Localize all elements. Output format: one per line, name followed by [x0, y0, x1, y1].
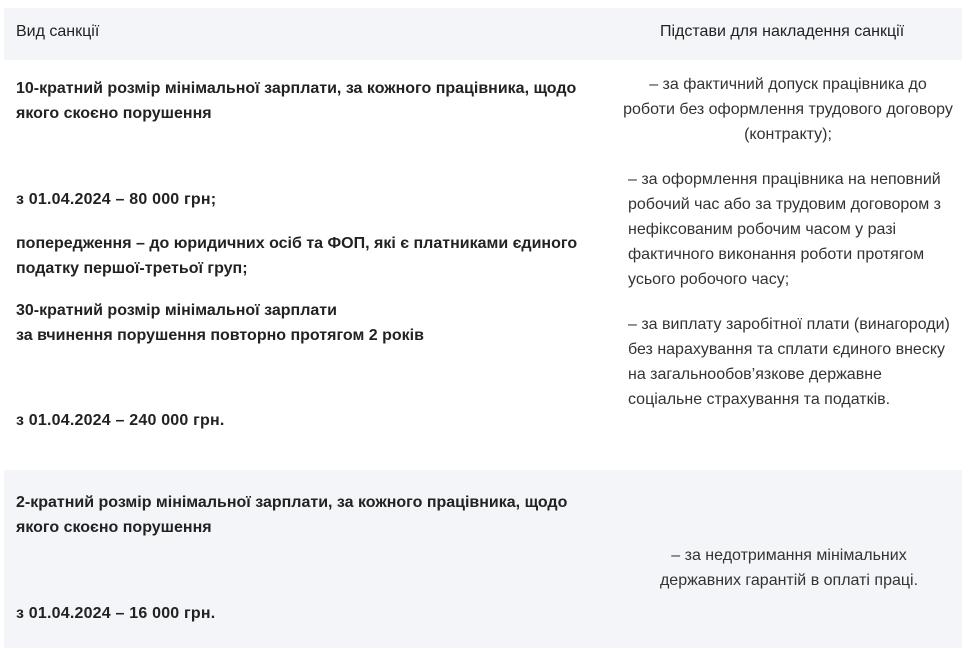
header-grounds: Підстави для накладення санкції: [660, 23, 905, 40]
sanction-text: попередження – до юридичних осіб та ФОП, які є платниками єдиного податку першої-третьої груп;: [16, 235, 578, 277]
sanction-amount: з 01.04.2024 – 16 000 грн.: [16, 605, 216, 622]
ground-text: – за оформлення працівника на неповний робочий час або за трудовим договором з нефіксованим робочим часом у разі фактичного виконання роботи протягом усього робочого часу;: [628, 171, 941, 288]
sanction-text: 10-кратний розмір мінімальної зарплати, за кожного працівника, щодо якого скоєно порушення: [16, 80, 577, 122]
ground-text: – за виплату заробітної плати (винагороди) без нарахування та сплати єдиного внеску на загальнообов’язкове державне соціальне страхування та податків.: [628, 316, 950, 408]
table-header: [4, 8, 962, 60]
table-row: [4, 470, 962, 648]
header-sanction-type: Вид санкції: [16, 23, 100, 40]
sanction-text: 30-кратний розмір мінімальної зарплати: [16, 302, 337, 319]
table-row: [4, 60, 962, 470]
ground-text: – за фактичний допуск працівника до роботи без оформлення трудового договору (контракту);: [623, 76, 953, 143]
sanction-text: за вчинення порушення повторно протягом 2 років: [16, 327, 424, 344]
sanction-amount: з 01.04.2024 – 80 000 грн;: [16, 191, 217, 208]
sanction-amount: з 01.04.2024 – 240 000 грн.: [16, 412, 225, 429]
sanction-text: 2-кратний розмір мінімальної зарплати, за кожного працівника, щодо якого скоєно порушення: [16, 494, 568, 536]
ground-text: – за недотримання мінімальних державних гарантій в оплаті праці.: [659, 547, 919, 589]
